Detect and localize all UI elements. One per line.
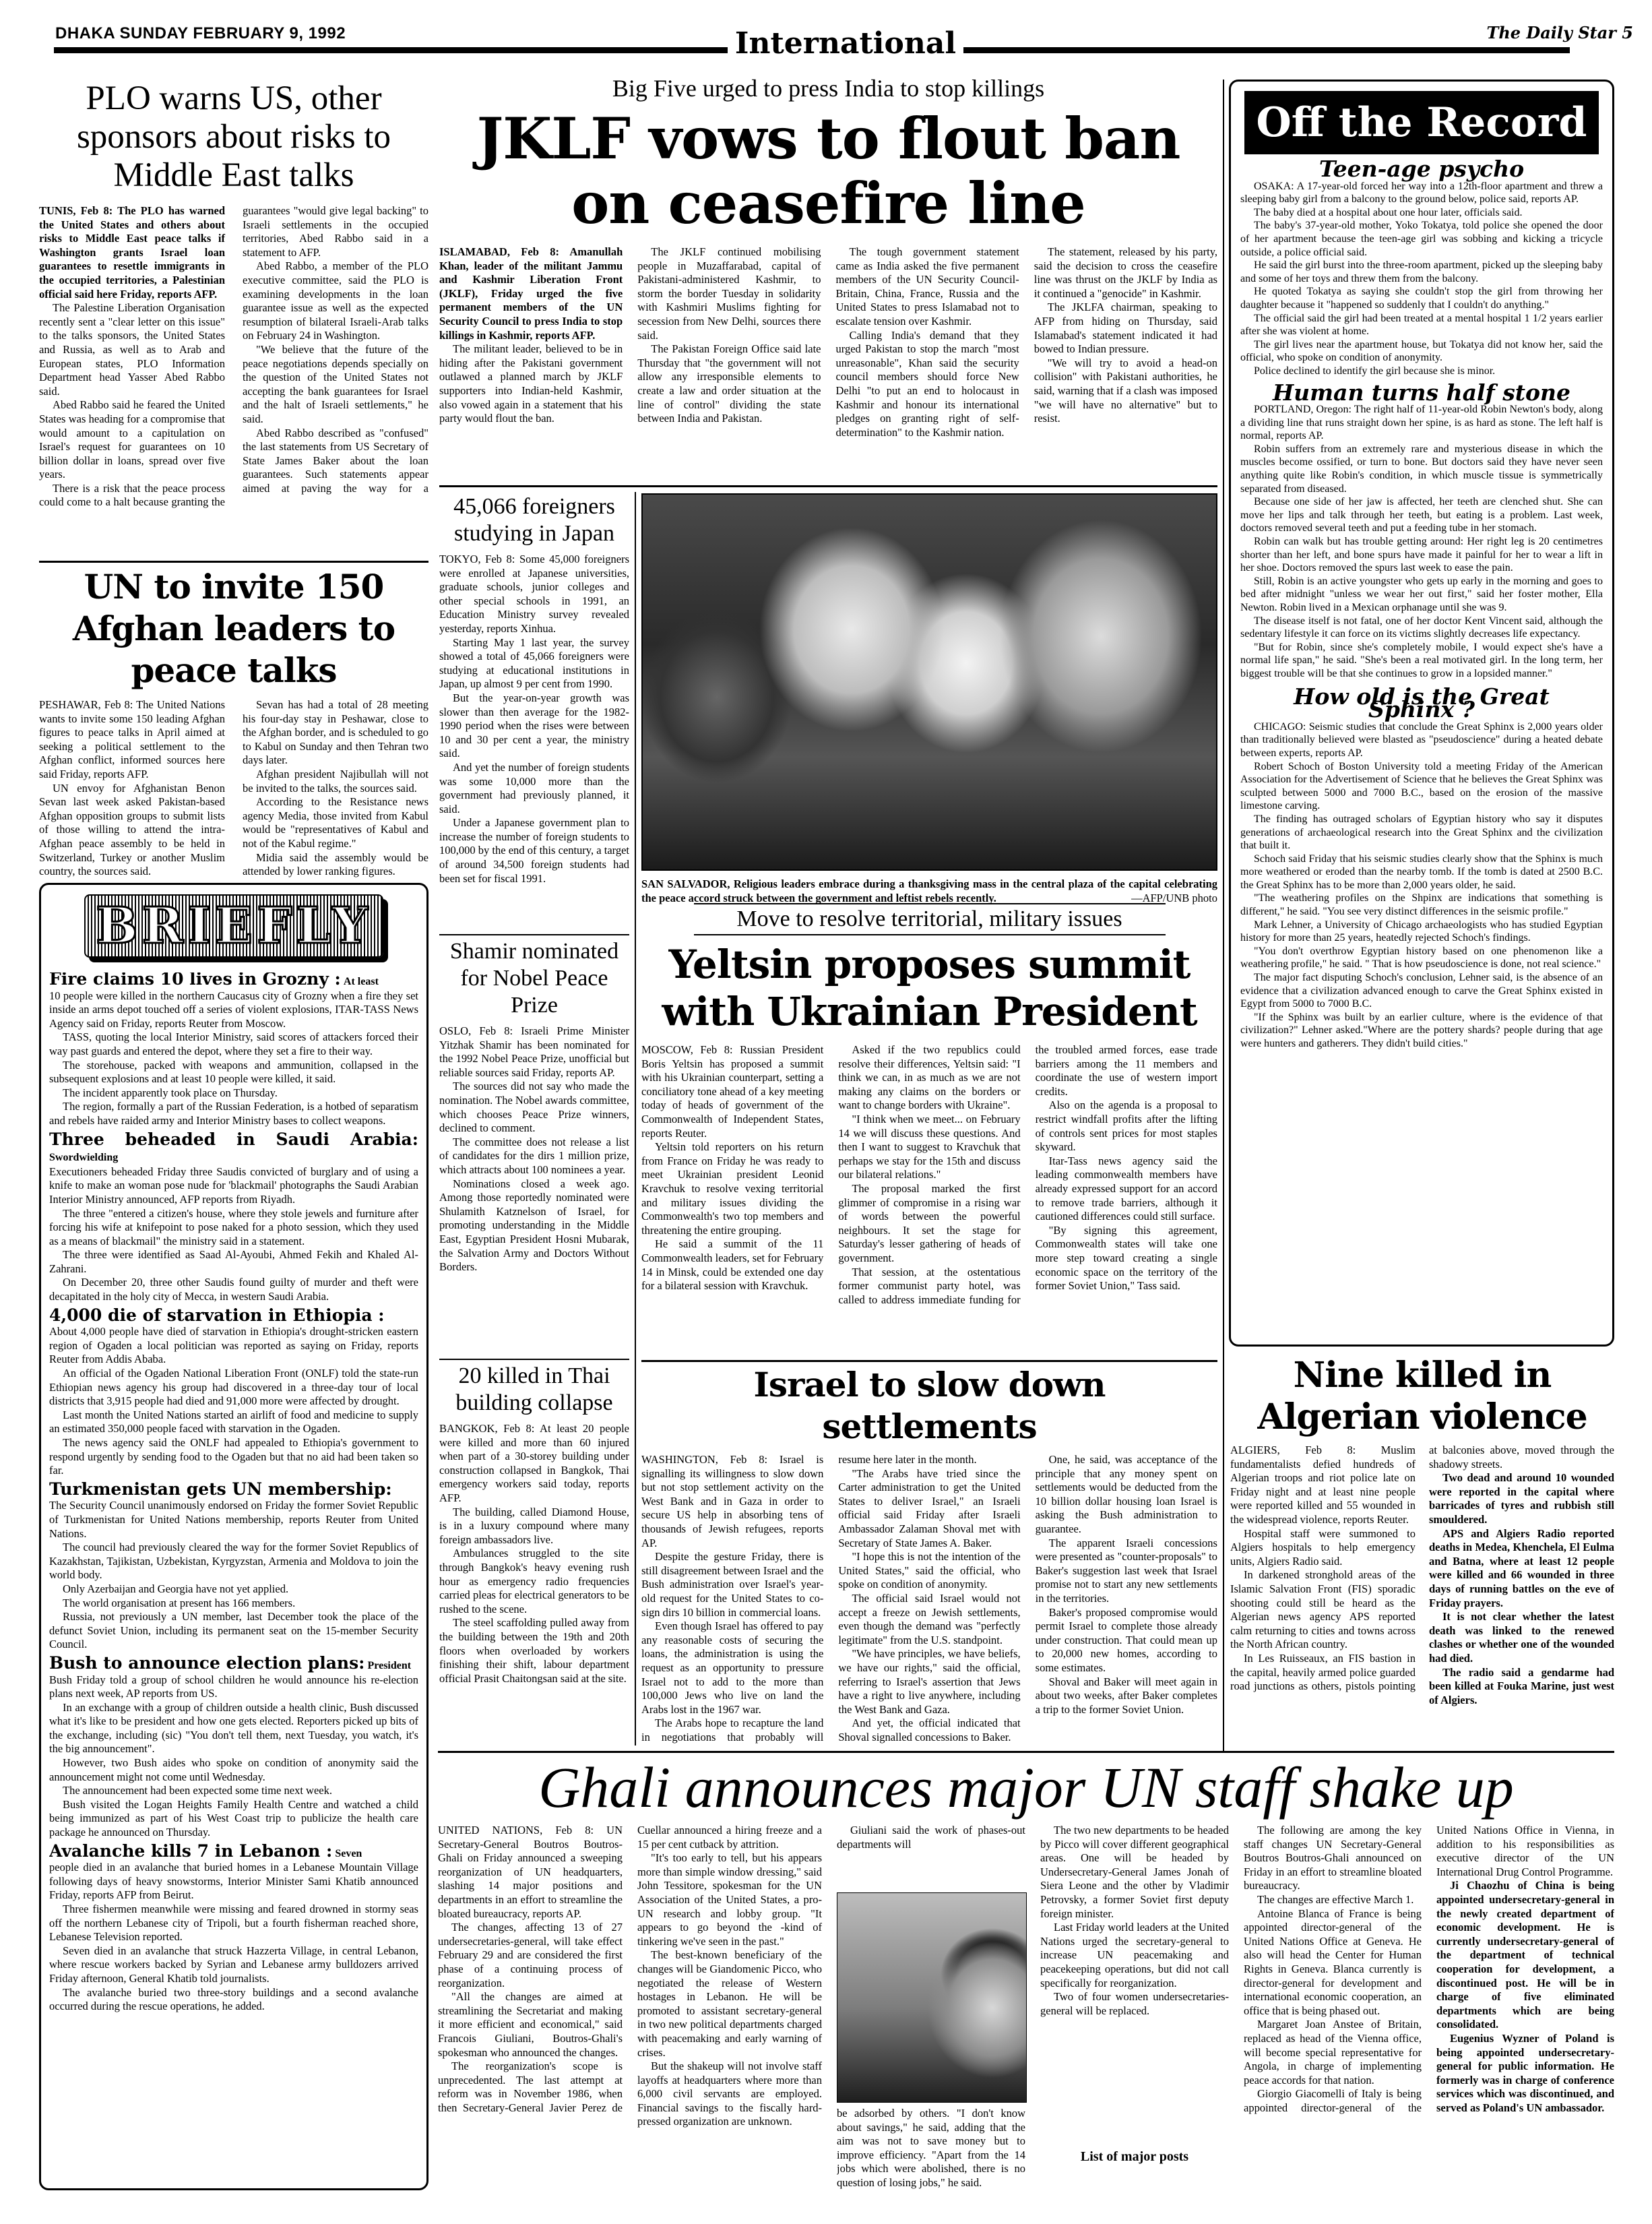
ghali-body-a-cont — [837, 1824, 1025, 1890]
briefly-item: Three beheaded in Saudi Arabia: Swordwielding Executioners beheaded Friday three Saudis convicted of burglary and of using a knife to make an woman pose nude for 'blackmail' photographs the Saudi Arabian Interior Ministry announced, AFP reports from Riyadh. The three "entered a citizen's house, where they stole jewels and furniture after forcing his wife at knifepoint to pose naked for a photo session, which they used as a means of blackmail" the ministry said in a statement. The three were identified as Saad Al-Ayoubi, Ahmed Fekih and Khaled Al-Zahrani. On December 20, three other Saudis found guilty of murder and theft were decapitated in the holy city of Mecca, in western Saudi Arabia. — [49, 1129, 418, 1303]
afghan-headline: UN to invite 150 Afghan leaders to peace talks — [72, 567, 395, 690]
paragraph: "It's too early to tell, but his appears more than simple window dressing," said John Tessitore, spokesman for the UN Association of the United States, a pro-UN research and lobby group. "It appears to go beyond the -kind of tinkering we've seen in the past." — [637, 1851, 822, 1948]
paragraph: The apparent Israeli concessions were presented as "counter-proposals" to Baker's suggestion last week that Israel promise not to start any new settlements in the territories. — [1035, 1536, 1217, 1605]
paragraph: Last Friday world leaders at the United Nations urged the secretary-general to increase UN peacemaking and peacekeeping operations, but did not call specifically for reorganization. — [1040, 1921, 1229, 1989]
section-heading: How old is the Great Sphinx ? — [1294, 683, 1550, 723]
briefly-items — [49, 972, 418, 2179]
paragraph: But the shakeup will not involve staff layoffs at headquarters where more than 6,000 civil servants are employed. Financial savings to the fiscally hard-pressed organization are unknown. — [637, 2060, 822, 2128]
paragraph: "By signing this agreement, Commonwealth states will take one more step toward creating a single economic space on the territory of the former Soviet Union," Tass said. — [1035, 1223, 1217, 1293]
afghan-story — [39, 566, 428, 877]
paragraph: "I think when we meet... on February 14 we will discuss these questions. And then I want to suggest to Kravchuk that perhaps we stay for the 15th and discuss our bilateral relations." — [838, 1112, 1021, 1181]
ghali-body-a — [438, 1824, 822, 2194]
paragraph: The reorganization's scope is unprecedented. The last attempt at reform was in November 1986, when then Secretary-General Javier Perez de Cuellar announced a hiring freeze and a 15 per cent cutback by attrition. — [438, 1824, 822, 2114]
religious-leaders-photo — [641, 493, 1217, 871]
briefly-item: Avalanche kills 7 in Lebanon : Seven people died in an avalanche that buried homes in a Lebanese Mountain Village following days of heavy snowstorms, Interior Minister Sami Khatib announced Friday, reports AFP from Beirut. Three fishermen meanwhile were missing and feared drowned in stormy seas off the northern Lebanese city of Tripoli, but a fourth fisherman reached shore, Lebanese Television reported. Seven died in an avalanche that struck Hazzerta Village, in central Lebanon, where rescue workers backed by Syrian and Lebanese army bulldozers arrived Friday afternoon, General Khatib told journalists. The avalanche buried two three-story buildings and a second avalanche occurred during the rescue operations, he added. — [49, 1841, 418, 2013]
paragraph: TOKYO, Feb 8: Some 45,000 foreigners were enrolled at Japanese universities, graduate schools, junior colleges and other special schools in 1991, an Education Ministry survey revealed yesterday, reports Xinhua. — [439, 553, 629, 635]
paragraph: be adsorbed by others. "I don't know about savings," he said, adding that the aim was not to save money but to improve efficiency. "Apart from the 14 jobs which were abolished, there is no question of losing jobs," he said. — [837, 2107, 1025, 2189]
paragraph: Margaret Joan Anstee of Britain, replaced as head of the Vienna office, will become special representative for Angola, in charge of implementing peace accords for that nation. — [1244, 2018, 1422, 2087]
paragraph: There is a risk that the peace process could come to a halt because granting the guarantees "would give legal backing" to Israeli settlements in the occupied territories, Abed Rabbo said in a statement to AFP. — [39, 204, 428, 509]
paragraph: The following are among the key staff changes UN Secretary-General Boutros Boutros-Ghali announced on Friday in an effort to streamline bloated bureaucracy. — [1244, 1824, 1422, 1892]
paragraph: Abed Rabbo, a member of the PLO executive committee, said the PLO is examining developments in the loan guarantee issue as well as the expected resumption of bilateral Israeli-Arab talks on February 24 in Washington. — [243, 259, 428, 342]
yeltsin-kicker: Move to resolve territorial, military issues — [694, 903, 1166, 935]
japan-story — [439, 493, 629, 931]
paragraph: The statement, released by his party, said the decision to cross the ceasefire line was thrust on the JKLF by India as it continued a "genocide" in Kashmir. — [1034, 245, 1217, 300]
paragraph: "All the changes are aimed at streamlining the Secretariat and making it more efficient and economical," said Francois Giuliani, Boutros-Ghali's spokesman who announced the changes. — [438, 1990, 623, 2059]
briefly-title: BRIEFLY — [84, 894, 383, 958]
paragraph: Afghan president Najibullah will not be invited to the talks, the sources said. — [243, 767, 428, 795]
paragraph: Giorgio Giacomelli of Italy is being appointed director-general of the United Nations Office in Vienna, in addition to his responsibilities as executive director of the UN International Drug Control Programme. — [1244, 1824, 1614, 2114]
plo-headline: PLO warns US, other sponsors about risks to Middle East talks — [76, 80, 391, 194]
paragraph: Even though Israel has offered to pay any reasonable costs of securing the loans, the administration is using the request as an opportunity to pressure Israel not to add to the more than 100,000 Jews who live on land the Arabs lost in the 1967 war. — [641, 1619, 824, 1716]
ghali-body-b-lead — [837, 2107, 1025, 2194]
paragraph: Two dead and around 10 wounded were reported in the capital where barricades of tyres and rubbish still smouldered. — [1429, 1471, 1614, 1526]
paragraph: TUNIS, Feb 8: The PLO has warned the United States and others about risks to Middle East peace talks if Washington grants Israel loan guarantees to resettle immigrants in the occupied territories, a Palestinian official said here Friday, reports AFP. — [39, 204, 225, 301]
paragraph: But the year-on-year growth was slower than then average for the 1982-1990 period when the rises were between 10 and 30 per cent a year, the ministry said. — [439, 691, 629, 760]
paragraph: The JKLF continued mobilising people in Muzaffarabad, capital of Pakistani-administered Kashmir, to storm the border Tuesday in solidarity with Kashmiri Muslims fighting for secession from New Delhi, sources there said. — [637, 245, 821, 342]
paragraph: Itar-Tass news agency said the leading commonwealth members have already expressed support for an accord to remove trade barriers, although it cautioned differences could still surface. — [1035, 1154, 1217, 1223]
israel-headline: Israel to slow down settlements — [753, 1365, 1106, 1446]
paragraph: WASHINGTON, Feb 8: Israel is signalling its willingness to slow down but not stop settlement activity on the West Bank and in Gaza in order to secure US help in absorbing tens of thousands of Jewish refugees, reports AP. — [641, 1453, 824, 1549]
paragraph: One, he said, was acceptance of the principle that any money spent on settlements would be deducted from the 10 billion dollar housing loan Israel is asking the Bush administration to guarantee. — [1035, 1453, 1217, 1535]
paragraph: He said a summit of the 11 Commonwealth leaders, set for February 14 in Minsk, could be extended one day for a bilateral session with Kravchuk. — [641, 1237, 824, 1293]
thai-story — [439, 1363, 629, 1740]
briefly-box — [39, 883, 428, 2190]
paragraph: The changes, affecting 13 of 27 undersecretaries-general, will take effect February 29 and are considered the first phase of a continuing process of reorganization. — [438, 1921, 623, 1989]
paragraph: Also on the agenda is a proposal to restrict windfall profits after the lifting of controls sent prices for most staples skyward. — [1035, 1099, 1217, 1154]
paragraph: APS and Algiers Radio reported deaths in Medea, Khenchela, El Eulma and Batna, where at least 12 people were killed and 66 wounded in three days of running battles on the eve of Friday prayers. — [1429, 1526, 1614, 1609]
paragraph: The Arabs hope to recapture the land in negotiations that probably will resume here later in the month. — [641, 1453, 977, 1743]
paragraph: MOSCOW, Feb 8: Russian President Boris Yeltsin has proposed a summit with his Ukrainian counterpart, setting a conciliatory tone ahead of a key meeting today of heads of government of the Commonwealth of Independent States, reports Reuter. — [641, 1043, 824, 1140]
paragraph: Starting May 1 last year, the survey showed a total of 45,066 foreigners were studying at educational institutions in Japan, up almost 9 per cent from 1990. — [439, 636, 629, 691]
paragraph: ISLAMABAD, Feb 8: Amanullah Khan, leader of the militant Jammu and Kashmir Liberation Front (JKLF), Friday urged the five permanent members of the UN Security Council to press India to stop killings in Kashmir, reports AFP. — [439, 245, 623, 342]
paragraph: Hospital staff were summoned to Algiers hospitals to help emergency units, Algiers Radio said. — [1230, 1526, 1416, 1568]
masthead — [19, 18, 1633, 65]
briefly-item: Bush to announce election plans: President Bush Friday told a group of school children he would announce his re-election plans next week, AP reports from US. In an exchange with a group of children outside a health clinic, Bush discussed what it's like to be president and how one gets elected. Reporters picked up bits of the exchange, including (sic) "You don't tell them, next Tuesday, you watch, it's the big announcement". However, two Bush aides who spoke on condition of anonymity said the announcement might not come until Wednesday. The announcement had been expected some time next week. Bush visited the Logan Heights Family Health Centre and watched a child being immunized as part of his West Coast trip to publicize the health care package he announced on Thursday. — [49, 1652, 418, 1839]
section-heading: Teen-age psycho — [1319, 156, 1525, 182]
paragraph: "We will try to avoid a head-on collision" with Pakistani authorities, he said, warning that if a clash was imposed "we will have no alternative" but to resist. — [1034, 356, 1217, 425]
kashmir-headline: JKLF vows to flout ban on ceasefire line — [476, 105, 1180, 237]
section-title: International — [734, 26, 957, 61]
paragraph: Shoval and Baker will meet again in about two weeks, after Baker completes a trip to the former Soviet Union. — [1035, 1675, 1217, 1716]
thai-headline: 20 killed in Thai building collapse — [455, 1363, 613, 1415]
paragraph: The committee does not release a list of candidates for the dirs 1 million prize, which attracts about 100 nominees a year. — [439, 1135, 629, 1176]
paragraph: Nominations closed a week ago. Among those reportedly nominated were Shulamith Katznelson of Israel, for promoting understanding in the Middle East, Egyptian President Hosni Mubarak, the Salvation Army and Doctors Without Borders. — [439, 1177, 629, 1274]
list-heading: List of major posts — [1080, 2149, 1189, 2164]
off-the-record-box — [1229, 80, 1614, 1347]
algeria-headline: Nine killed in Algerian violence — [1257, 1355, 1587, 1438]
briefly-item: Turkmenistan gets UN membership: The Security Council unanimously endorsed on Friday the former Soviet Republic of Turkmenistan for United Nations membership, reports Reuter from United Nations. The council had previously cleared the way for the former Soviet Republics of Kazakhstan, Tajikistan, Uzbekistan, Kyrgyzstan, Armenia and Moldova to join the world body. Only Azerbaijan and Georgia have not yet applied. The world organisation at present has 166 members. Russia, not previously a UN member, last December took the place of the defunct Soviet Union, including its permanent seat on the 15-member Security Council. — [49, 1479, 418, 1651]
japan-body — [439, 553, 629, 927]
yeltsin-headline: Yeltsin proposes summit with Ukrainian President — [662, 941, 1197, 1034]
paragraph: The militant leader, believed to be in hiding after the Pakistani government outlawed a planned march by JKLF supporters into Indian-held Kashmir, also vowed again in a statement that his party would flout the ban. — [439, 342, 623, 425]
dateline: DHAKA SUNDAY FEBRUARY 9, 1992 — [55, 24, 346, 42]
plo-body — [39, 204, 428, 520]
off-the-record-body: Teen-age psycho OSAKA: A 17-year-old forced her way into a 12th-floor apartment and threw a sleeping baby girl from a balcony to the ground below, police said, reports AP. The baby died at a hospital about one hour later, officials said. The baby's 37-year-old mother, Yoko Tokatya, told police she opened the door of her apartment because the teen-age girl was sobbing and kicking a tricycle outside, a police official said. He said the girl burst into the three-room apartment, picked up the sleeping baby and some of her toys and threw them from the balcony. He quoted Tokatya as saying she couldn't stop the girl from throwing her daughter because it "happened so suddenly that I couldn't do anything." The official said the girl had been treated at a mental hospital 1 1/2 years earlier after she was violent at home. The girl lives near the apartment house, but Tokatya did not know her, said the official, who spoke on condition of anonymity. Police declined to identify the girl because she is minor. Human turns half stone PORTLAND, Oregon: The right half of 11-year-old Robin Newton's body, along a dividing line that runs straight down her spine, is as hard as stone. The left half is normal, reports AP. Robin suffers from an extremely rare and mysterious disease in which the muscles become ossified, or turn to bone. But doctors said they have never seen anything quite like Robin's condition, in which muscle tissue is symmetrically separated from diseased. Because one side of her jaw is affected, her teeth are clenched shut. She can move her lips and talk through her teeth, but eating is a problem. Last week, doctors removed several teeth and put a feeding tube in her stomach. Robin can walk but has trouble getting around: Her right leg is 20 centimetres shorter than her left, and bone spurs have made it painful for her to wear a lift in her shoe. Doctors removed the spurs last week to ease the pain. Still, Robin is an active youngster who gets up early in the morning and goes to bed after midnight "unless we wear her out first," said her foster mother, Ella Newton. Robin lived in a Mexican orphanage until she was 9. The disease itself is not fatal, one of her doctor Kent Vincent said, although the sedentary lifestyle it can force on its victims slightly decreases life expectancy. "But for Robin, since she's completely mobile, I would expect she's have a normal life span," he said. "She's been a real motivated girl. In the long term, her biggest trouble will be that she continues to grow in a lopsided manner." How old is the Great Sphinx ? CHICAGO: Seismic studies that conclude the Great Sphinx is 2,000 years older than traditionally believed were blasted as "pseudoscience" during a heated debate between experts, reports AP. Robert Schoch of Boston University told a meeting Friday of the American Association for the Advertisement of Science that he believes the Great Sphinx was sculpted between 5000 and 7000 B.C., based on the erosion of the massive limestone carving. The finding has outraged scholars of Egyptian history who say it disputes generations of archaeological research into the Great Sphinx and the civilization that built it. Schoch said Friday that his seismic studies clearly show that the Sphinx is much more weathered or eroded than the nearby tomb. If the tomb is dated at 2500 B.C. the Great Sphinx has to be more than 2,000 years older, he said. "The weathering profiles on the Shpinx are indications that something is different," he said. "You see very distinct differences in the seismic profile." Mark Lehner, a University of Chicago archaeologists who has studied Egyptian history for more than 25 years, heatedly rejected Schoch's findings. "You don't overthrow Egyptian history based on one phenomenon like a weathering profile," he said. " That is how pseudoscience is done, not real science." The major fact disputing Schoch's conclusion, Lehner said, is the absence of an evidence that a civilization advanced enough to carve the Great Sphinx existed in Egypt from 5000 to 7000 B.C. "If the Sphinx was built by an earlier culture, where is the evidence of that civilization?" Lehner asked."Where are the pottery shards? people during that age were hunters and gatherers. They didn't build cities." — [1240, 156, 1603, 1049]
paragraph: The radio said a gendarme had been killed at Fouka Marine, just west of Algiers. — [1429, 1665, 1614, 1706]
algeria-body — [1230, 1444, 1614, 1741]
paragraph: The JKLFA chairman, speaking to AFP from hiding on Thursday, said Islamabad's statement indicated it had bowed to Indian pressure. — [1034, 301, 1217, 356]
boutros-ghali-portrait — [837, 1892, 1027, 2103]
shamir-story — [439, 938, 629, 1356]
off-the-record-title: Off the Record — [1244, 91, 1599, 154]
paragraph: According to the Resistance news agency Media, those invited from Kabul would be "representatives of Kabul and not of the Kabul regime." — [243, 795, 428, 850]
paragraph: The steel scaffolding pulled away from the building between the 19th and 20th floors when overloaded by workers finishing their shift, labour department official Prasit Chaitongsan said at the site. — [439, 1616, 629, 1685]
paragraph: The sources did not say who made the nomination. The Nobel awards committee, which chooses Peace Prize winners, declined to comment. — [439, 1080, 629, 1135]
paragraph: Baker's proposed compromise would permit Israel to complete those already under construction. That could mean up to 20,000 new homes, according to some estimates. — [1035, 1605, 1217, 1674]
israel-body — [641, 1453, 1217, 1782]
paragraph: The official said Israel would not accept a freeze on Jewish settlements, even though the demand was "perfectly legitimate" from the U.S. standpoint. — [838, 1591, 1021, 1646]
paragraph: "We have principles, we have beliefs, we have our rights," said the official, referring to Israel's assertion that Jews have a right to live anywhere, including the West Bank and Gaza. — [838, 1647, 1021, 1716]
paragraph: The changes are effective March 1. — [1257, 1892, 1414, 1906]
paragraph: Eugenius Wyzner of Poland is being appointed undersecretary-general for public information. He formerly was in charge of conference services which was discontinued, and served as Poland's UN ambassador. — [1436, 2031, 1614, 2114]
paragraph: "I hope this is not the intention of the United States," said the official, who spoke on condition of anonymity. — [838, 1550, 1021, 1591]
paragraph: And yet, the official indicated that Shoval signalled concessions to Baker. — [838, 1717, 1021, 1743]
paragraph: Two of four women undersecretaries-general will be replaced. — [1040, 1990, 1229, 2017]
photo-box — [641, 493, 1217, 935]
paragraph: Giuliani said the work of phases-out departments will — [837, 1824, 1025, 1851]
paragraph: Despite the gesture Friday, there is still disagreement between Israel and the Bush administration over Israel's year-old request for the United States to co-sign dirs 10 billion in commercial loans. — [641, 1550, 824, 1619]
paragraph: Abed Rabbo described as "confused" the last statements from US Secretary of State James Baker about the loan guarantees. Such statements appear aimed at paving the way for a — [243, 426, 428, 495]
paragraph: The Pakistan Foreign Office said late Thursday that "the government will not allow any irresponsible elements to create a law and order situation at the line of control" dividing the state between India and Pakistan. — [637, 342, 821, 425]
paragraph: "The Arabs have tried since the Carter administration to get the United States to deliver Israel," an Israeli official said Friday after Israeli Ambassador Zalaman Shoval met with Secretary of State James A. Baker. — [838, 1466, 1021, 1549]
paragraph: It is not clear whether the latest death was linked to the renewed clashes or whether one of the wounded had died. — [1429, 1610, 1614, 1665]
paragraph: OSLO, Feb 8: Israeli Prime Minister Yitzhak Shamir has been nominated for the 1992 Nobel Peace Prize, unofficial but reliable sources said Friday, reports AP. — [439, 1024, 629, 1079]
kashmir-kicker: Big Five urged to press India to stop killings — [612, 75, 1045, 102]
paragraph: The tough government statement came as India asked the five permanent members of the UN Security Council-Britain, China, France, Russia and the United States to press Islamabad not to escalate tension over Kashmir. — [835, 245, 1019, 328]
kashmir-story — [439, 74, 1217, 519]
paragraph: Midia said the assembly would be attended by lower ranking figures. — [243, 851, 428, 878]
paragraph: PESHAWAR, Feb 8: The United Nations wants to invite some 150 leading Afghan figures to peace talks in April aimed at seeking a political settlement to the Afghan conflict, informed sources here said Friday, reports AFP. — [39, 698, 225, 780]
paragraph: ALGIERS, Feb 8: Muslim fundamentalists defied hundreds of Algerian troops and riot police late on Friday night and at least nine people were reported killed and 55 wounded in the widespread violence, reports Reuter. — [1230, 1444, 1416, 1526]
paragraph: The building, called Diamond House, is in a luxury compound where many foreign ambassadors live. — [439, 1505, 629, 1546]
paragraph: In Les Ruisseaux, an FIS bastion in the capital, heavily armed police guarded road junctions as others, pistols pointing at balconies above, moved through the shadowy streets. — [1230, 1444, 1614, 1693]
ghali-headline: Ghali announces major UN staff shake up — [538, 1755, 1514, 1820]
paragraph: Ji Chaozhu of China is being appointed undersecretary-general in the newly created department of economic development. He is currently undersecretary-general of the department of technical cooperation for development, a discontinued post. He will be in charge of five eliminated departments which are being consolidated. — [1436, 1879, 1614, 2031]
paragraph: Calling India's demand that they urged Pakistan to stop the march "most unreasonable", Khan said the security council members should force New Delhi "to put an end to holocaust in Kashmir and honour its international pledges on granting right of self-determination" to the Kashmir nation. — [835, 328, 1019, 439]
paragraph: The Palestine Liberation Organisation recently sent a "clear letter on this issue" to the talks sponsors, the United States and Russia, as well as to Arab and European states, PLO Information Department head Yasser Abed Rabbo said. — [39, 301, 225, 398]
shamir-headline: Shamir nominated for Nobel Peace Prize — [449, 939, 619, 1018]
paragraph: "We believe that the future of the peace negotiations depends specially on the question of the United States not accepting the bank guarantees for Israel and the halt of Israeli settlements," he said. — [243, 342, 428, 425]
section-heading: Human turns half stone — [1272, 379, 1571, 406]
japan-headline: 45,066 foreigners studying in Japan — [453, 494, 615, 546]
paragraph: UN envoy for Afghanistan Benon Sevan last week asked Pakistan-based Afghan opposition groups to submit lists of those willing to attend the intra-Afghan peace assembly to be held in Switzerland, Turkey or another Muslim country, the sources said. — [39, 781, 225, 878]
paragraph: In darkened stronghold areas of the Islamic Salvation Front (FIS) sporadic shooting could still be heard as the Algerian news agency APS reported calm returning to cities and towns across the North African country. — [1230, 1568, 1416, 1651]
shamir-body — [439, 1024, 629, 1328]
kashmir-body — [439, 245, 1217, 496]
paragraph: Ambulances struggled to the site through Bangkok's heavy evening rush hour as emergency radio frequencies carried pleas for electrical generators to be rushed to the scene. — [439, 1547, 629, 1615]
thai-body — [439, 1422, 629, 1739]
paragraph: Antoine Blanca of France is being appointed director-general of the United Nations Office at Geneva. He also will head the Center for Human Rights in Geneva. Blanca currently is director-general for development and international economic cooperation, an office that is being phased out. — [1244, 1907, 1422, 2017]
paragraph: The two new departments to be headed by Picco will cover different geographical areas. One will be headed by Undersecretary-General James Jonah of Siera Leone and the other by Vladimir Petrovsky, a former Soviet first deputy foreign minister. — [1040, 1824, 1229, 1920]
briefly-item: 4,000 die of starvation in Ethiopia : About 4,000 people have died of starvation in Ethiopia's drought-stricken eastern region of Ogaden a local politician was reported as saying on Friday, reports Reuter from Addis Ababa. An official of the Ogaden National Liberation Front (ONLF) told the state-run Ethiopian news agency his group had discovered in a three-day tour of local districts that 3,915 people had died and 91,000 more were affected by drought. Last month the United Nations started an airlift of food and medicine to supply an estimated 350,000 people faced with starvation in the Ogaden. The news agency said the ONLF had appealed to Ethiopia's government to respond urgently by sending food to the Ogaden but that no aid had been taken so far. — [49, 1305, 418, 1477]
plo-story — [39, 80, 428, 558]
paragraph: Under a Japanese government plan to increase the number of foreign students to 100,000 by the end of this century, a target of around 34,500 foreign students had been set for fiscal 1991. — [439, 816, 629, 885]
paragraph: UNITED NATIONS, Feb 8: UN Secretary-General Boutros Boutros-Ghali on Friday announced a sweeping reorganization of UN headquarters, slashing 14 major positions and departments in an effort to streamline the bloated bureaucracy, reports AP. — [438, 1824, 623, 1920]
paragraph: BANGKOK, Feb 8: At least 20 people were killed and more than 60 injured when part of a 30-storey building under construction collapsed in Bangkok, Thai emergency workers said today, reports AFP. — [439, 1422, 629, 1504]
paragraph: The proposal marked the first glimmer of compromise in a rising war of words between the powerful neighbours. It set the stage for Saturday's lesser gathering of heads of government. — [838, 1181, 1021, 1264]
ghali-body-c — [1244, 1824, 1614, 2194]
ghali-story — [438, 1755, 1614, 2200]
paragraph: That session, at the ostentatious former communist party hotel, was called to address immediate funding for the troubled armed forces, ease trade barriers among the 11 members and coordinate the use of western import credits. — [838, 1043, 1217, 1306]
israel-story — [641, 1364, 1217, 1746]
paragraph: Asked if the two republics could resolve their differences, Yeltsin said: "I think we can, in as much as we are not making any claims on the borders or want to change borders with Ukraine". — [838, 1043, 1021, 1112]
photo-caption: SAN SALVADOR, Religious leaders embrace during a thanksgiving mass in the central plaza of the capital celebrating the peace accord struck between the government and leftist rebels recently. —AFP/UNB photo — [641, 877, 1217, 904]
paragraph: Yeltsin told reporters on his return from France on Friday he was ready to meet Ukrainian president Leonid Kravchuk to resolve vexing territorial and military issues dividing the Commonwealth's two top members and threatening the entire grouping. — [641, 1140, 824, 1237]
yeltsin-body — [641, 1043, 1217, 1360]
briefly-item: Fire claims 10 lives in Grozny : At least 10 people were killed in the northern Caucasus city of Grozny when a fire they set inside an arms depot touched off a series of violent explosions, ITAR-TASS News Agency said on Friday, reports Reuter from Moscow. TASS, quoting the local Interior Ministry, said scores of attackers forced their way past guards and entered the depot, where they set a fire to their way. The storehouse, packed with weapons and ammunition, collapsed in the subsequent explosions and at least 10 people were killed, it said. The incident apparently took place on Thursday. The region, formally a part of the Russian Federation, is a hotbed of separatism and rebels have raided army and Interior Ministry bases to collect weapons. — [49, 972, 418, 1127]
paragraph: The best-known beneficiary of the changes will be Giandomenic Picco, who negotiated the release of Western hostages in Lebanon. He will be promoted to assistant secretary-general in two new political departments charged with peacemaking and early warning of crises. — [637, 1948, 822, 2059]
ghali-body-b — [1040, 1824, 1229, 2147]
paragraph: Abed Rabbo said he feared the United States was heading for a compromise that would amount to a capitulation on Israel's request for guarantees on 10 billion dollar in loans, spread over five years. — [39, 398, 225, 481]
yeltsin-story — [641, 903, 1217, 1361]
algeria-story — [1230, 1355, 1614, 1746]
paper-name: The Daily Star 5 — [1461, 23, 1633, 42]
paragraph: Sevan has had a total of 28 meeting his four-day stay in Peshawar, close to the Afghan border, and is scheduled to go to Kabul on Sunday and then Tehran two days later. — [243, 698, 428, 767]
paragraph: And yet the number of foreign students was some 10,000 more than the government had previously planned, it said. — [439, 760, 629, 815]
